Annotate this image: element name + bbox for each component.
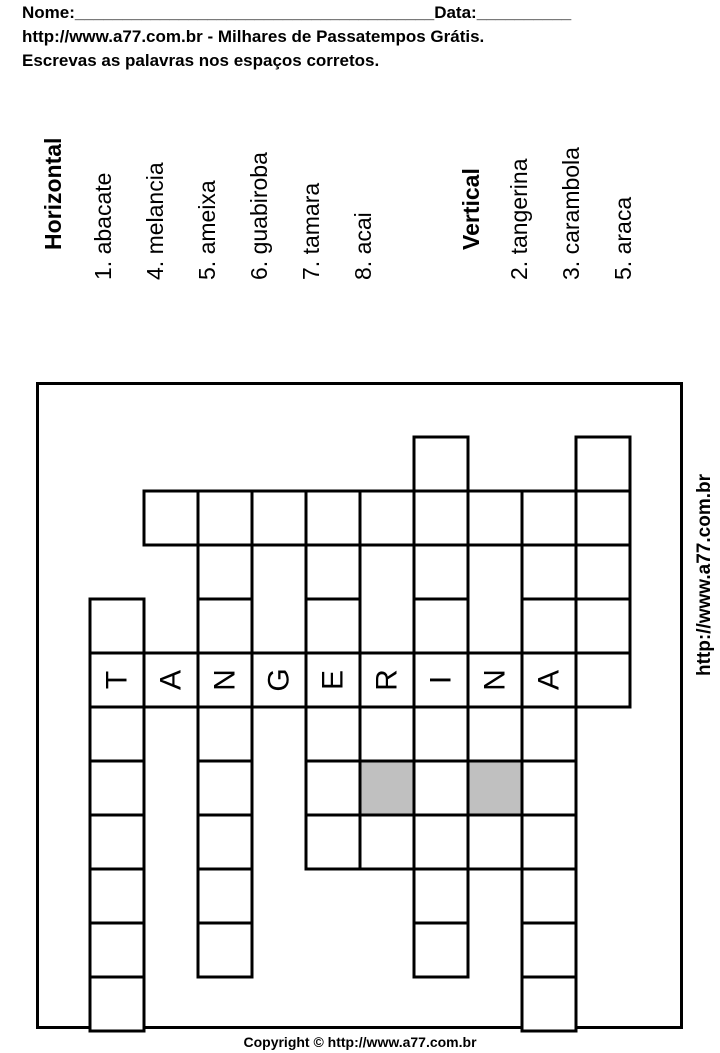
cell-letter: G	[262, 668, 296, 692]
name-label: Nome:	[22, 3, 75, 22]
crossword-cell[interactable]	[306, 545, 360, 599]
cell-letter: N	[208, 669, 242, 691]
crossword-cell[interactable]	[522, 545, 576, 599]
crossword-cell[interactable]	[306, 707, 360, 761]
copyright: Copyright © http://www.a77.com.br	[243, 1034, 477, 1050]
crossword-cell[interactable]	[198, 869, 252, 923]
crossword-cell[interactable]	[198, 545, 252, 599]
crossword-cell[interactable]	[522, 977, 576, 1031]
crossword-cell[interactable]	[522, 707, 576, 761]
crossword-cell[interactable]	[198, 815, 252, 869]
crossword-cell[interactable]	[414, 761, 468, 815]
horizontal-title: Horizontal	[40, 137, 66, 250]
cell-letter: T	[100, 670, 134, 690]
cell-letter: E	[316, 669, 350, 691]
crossword-cell[interactable]	[414, 707, 468, 761]
horizontal-clue-6: 6. guabiroba	[246, 152, 272, 280]
crossword-cell[interactable]	[306, 815, 360, 869]
crossword-cell[interactable]	[198, 599, 252, 653]
crossword-cell[interactable]	[306, 491, 360, 545]
crossword-cell[interactable]	[90, 815, 144, 869]
crossword-cell[interactable]	[414, 923, 468, 977]
name-blank[interactable]: ______________________________________	[74, 3, 435, 22]
crossword-cell[interactable]	[306, 761, 360, 815]
crossword-cell[interactable]	[576, 491, 630, 545]
crossword-cell[interactable]	[306, 599, 360, 653]
crossword-cell[interactable]	[144, 491, 198, 545]
crossword-cell[interactable]	[90, 977, 144, 1031]
crossword-cell[interactable]	[522, 761, 576, 815]
cell-letter: A	[154, 669, 188, 691]
crossword-cell[interactable]	[522, 923, 576, 977]
crossword-cell[interactable]	[468, 707, 522, 761]
crossword-cell[interactable]	[576, 545, 630, 599]
crossword-cell[interactable]	[522, 815, 576, 869]
date-label: Data:	[434, 3, 477, 22]
crossword-cell[interactable]	[90, 599, 144, 653]
crossword-cell[interactable]	[198, 491, 252, 545]
cell-letter: R	[370, 669, 404, 691]
crossword-cell[interactable]	[360, 491, 414, 545]
crossword-cell[interactable]	[576, 437, 630, 491]
vertical-clue-5: 5. araca	[610, 196, 636, 280]
horizontal-clue-4: 4. melancia	[142, 162, 168, 280]
crossword-cell[interactable]	[360, 707, 414, 761]
cell-letter: A	[532, 669, 566, 691]
crossword-cell[interactable]	[198, 707, 252, 761]
crossword-cell[interactable]	[576, 653, 630, 707]
crossword-cell[interactable]	[414, 815, 468, 869]
horizontal-clue-7: 7. tamara	[298, 182, 324, 280]
instructions: Escrevas as palavras nos espaços corretos.	[22, 51, 380, 70]
blocked-cell	[360, 761, 414, 815]
crossword-cell[interactable]	[90, 707, 144, 761]
crossword-cell[interactable]	[414, 599, 468, 653]
blocked-cell	[468, 761, 522, 815]
crossword-cell[interactable]	[252, 491, 306, 545]
vertical-title: Vertical	[458, 168, 484, 250]
horizontal-clue-1: 1. abacate	[90, 172, 116, 280]
crossword-cell[interactable]	[414, 437, 468, 491]
cell-letter: N	[478, 669, 512, 691]
crossword-cell[interactable]	[522, 869, 576, 923]
crossword-cell[interactable]	[90, 923, 144, 977]
vertical-clue-3: 3. carambola	[558, 147, 584, 280]
site-line: http://www.a77.com.br - Milhares de Passatempos Grátis.	[22, 27, 485, 46]
horizontal-clue-8: 8. acai	[350, 212, 376, 280]
cell-letter: I	[424, 675, 458, 685]
crossword-cell[interactable]	[414, 869, 468, 923]
crossword-cell[interactable]	[360, 815, 414, 869]
crossword-cell[interactable]	[198, 923, 252, 977]
crossword-cell[interactable]	[90, 869, 144, 923]
crossword-cell[interactable]	[414, 545, 468, 599]
crossword-cell[interactable]	[198, 761, 252, 815]
side-url: http://www.a77.com.br	[694, 474, 715, 676]
crossword-cell[interactable]	[468, 815, 522, 869]
crossword-cell[interactable]	[90, 761, 144, 815]
crossword-cell[interactable]	[522, 599, 576, 653]
crossword-cell[interactable]	[414, 491, 468, 545]
crossword-cell[interactable]	[576, 599, 630, 653]
horizontal-clue-5: 5. ameixa	[194, 180, 220, 280]
crossword-cell[interactable]	[522, 491, 576, 545]
date-blank[interactable]: __________	[476, 3, 572, 22]
vertical-clue-2: 2. tangerina	[506, 158, 532, 280]
crossword-cell[interactable]	[468, 491, 522, 545]
